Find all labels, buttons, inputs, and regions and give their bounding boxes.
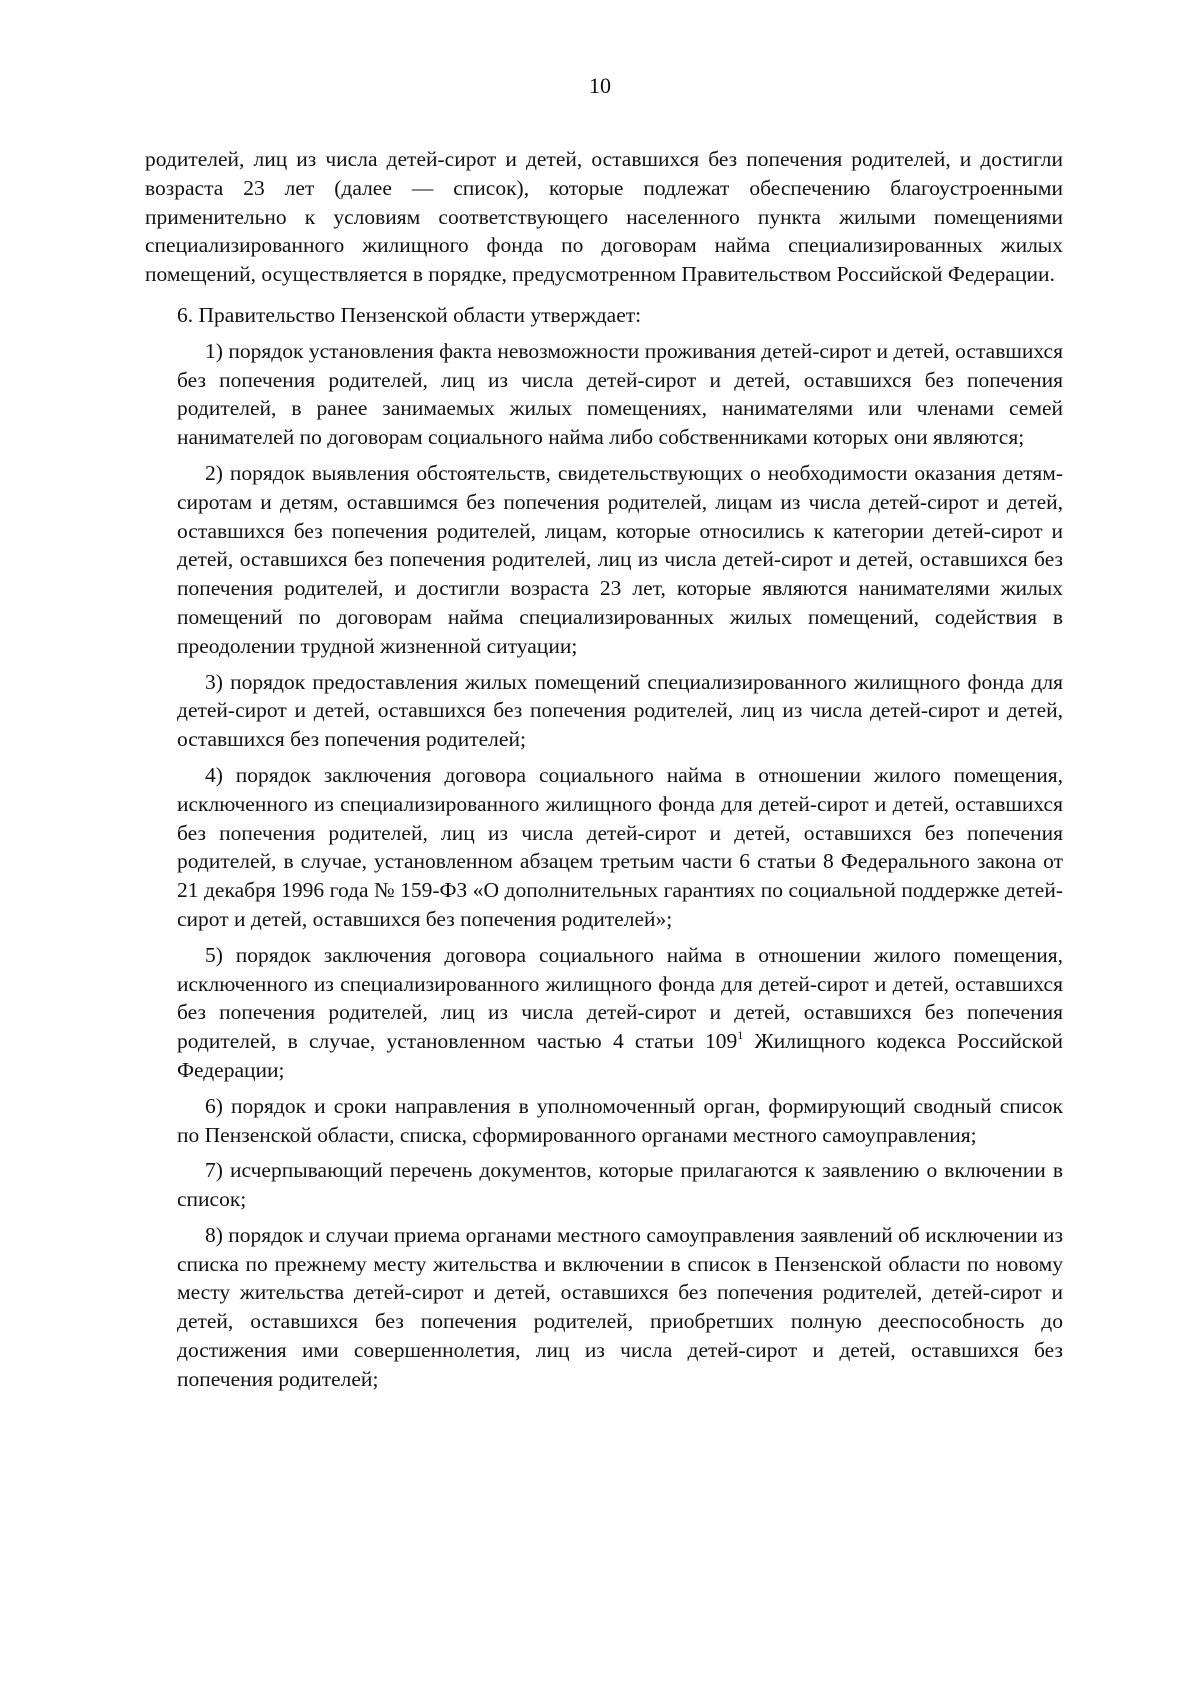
list-item-5 — [145, 941, 1063, 1085]
document-body — [145, 145, 1063, 1401]
list-item-4: 4) порядок заключения договора социального найма в отношении жилого помещения, исключенного из специализированного жилищного фонда для детей-сирот и детей, оставшихся без попечения родителей, лиц из числа детей-сирот и детей, оставшихся без попечения родителей, в случае, установленном абзацем третьим части 6 статьи 8 Федерального закона от 21 декабря 1996 года № 159-ФЗ «О дополнительных гарантиях по социальной поддержке детей-сирот и детей, оставшихся без попечения родителей»; — [177, 762, 1063, 931]
list-item-6: 6) порядок и сроки направления в уполномоченный орган, формирующий сводный список по Пензенской области, списка, сформированного органами местного самоуправления; — [177, 1093, 1063, 1147]
list-item-3: 3) порядок предоставления жилых помещений специализированного жилищного фонда для детей-сирот и детей, оставшихся без попечения родителей, лиц из числа детей-сирот и детей, оставшихся без попечения родителей; — [177, 669, 1063, 752]
intro-paragraph: родителей, лиц из числа детей-сирот и детей, оставшихся без попечения родителей, и достигли возраста 23 лет (далее — список), которые подлежат обеспечению благоустроенными применительно к условиям соответствующего населенного пункта жилыми помещениями специализированного жилищного фонда по договорам найма специализированных жилых помещений, осуществляется в порядке, предусмотренном Правительством Российской Федерации. — [145, 147, 1063, 287]
list-item-2: 2) порядок выявления обстоятельств, свидетельствующих о необходимости оказания детям-сиротам и детям, оставшимся без попечения родителей, лицам из числа детей-сирот и детей, оставшихся без попечения родителей, лицам, которые относились к категории детей-сирот и детей, оставшихся без попечения родителей, лиц из числа детей-сирот и детей, оставшихся без попечения родителей, и достигли возраста 23 лет, которые являются нанимателями жилых помещений по договорам найма специализированных жилых помещений, содействия в преодолении трудной жизненной ситуации; — [177, 460, 1063, 658]
list-item-7: 7) исчерпывающий перечень документов, которые прилагаются к заявлению о включении в список; — [177, 1158, 1063, 1212]
clause-6-heading: 6. Правительство Пензенской области утверждает: — [177, 302, 642, 327]
list-item-8: 8) порядок и случаи приема органами местного самоуправления заявлений об исключении из списка по прежнему месту жительства и включении в список в Пензенской области по новому месту жительства детей-сирот и детей, оставшихся без попечения родителей, детей-сирот и детей, оставшихся без попечения родителей, приобретших полную дееспособность до достижения ими совершеннолетия, лиц из числа детей-сирот и детей, оставшихся без попечения родителей; — [177, 1222, 1063, 1391]
page-number: 10 — [589, 73, 611, 98]
superscript-marker: 1 — [737, 1028, 744, 1043]
list-item-5-text-end: Жилищного кодекса Российской Федерации; — [177, 1029, 1063, 1082]
list-item-5-text: 5) порядок заключения договора социального найма в отношении жилого помещения, исключенного из специализированного жилищного фонда для детей-сирот и детей, оставшихся без попечения родителей, лиц из числа детей-сирот и детей, оставшихся без попечения родителей, в случае, установленном частью 4 статьи 109 — [177, 942, 1063, 1054]
list-item-1: 1) порядок установления факта невозможности проживания детей-сирот и детей, оставшихся без попечения родителей, лиц из числа детей-сирот и детей, оставшихся без попечения родителей, в ранее занимаемых жилых помещениях, нанимателями или членами семей нанимателей по договорам социального найма либо собственниками которых они являются; — [177, 338, 1063, 450]
